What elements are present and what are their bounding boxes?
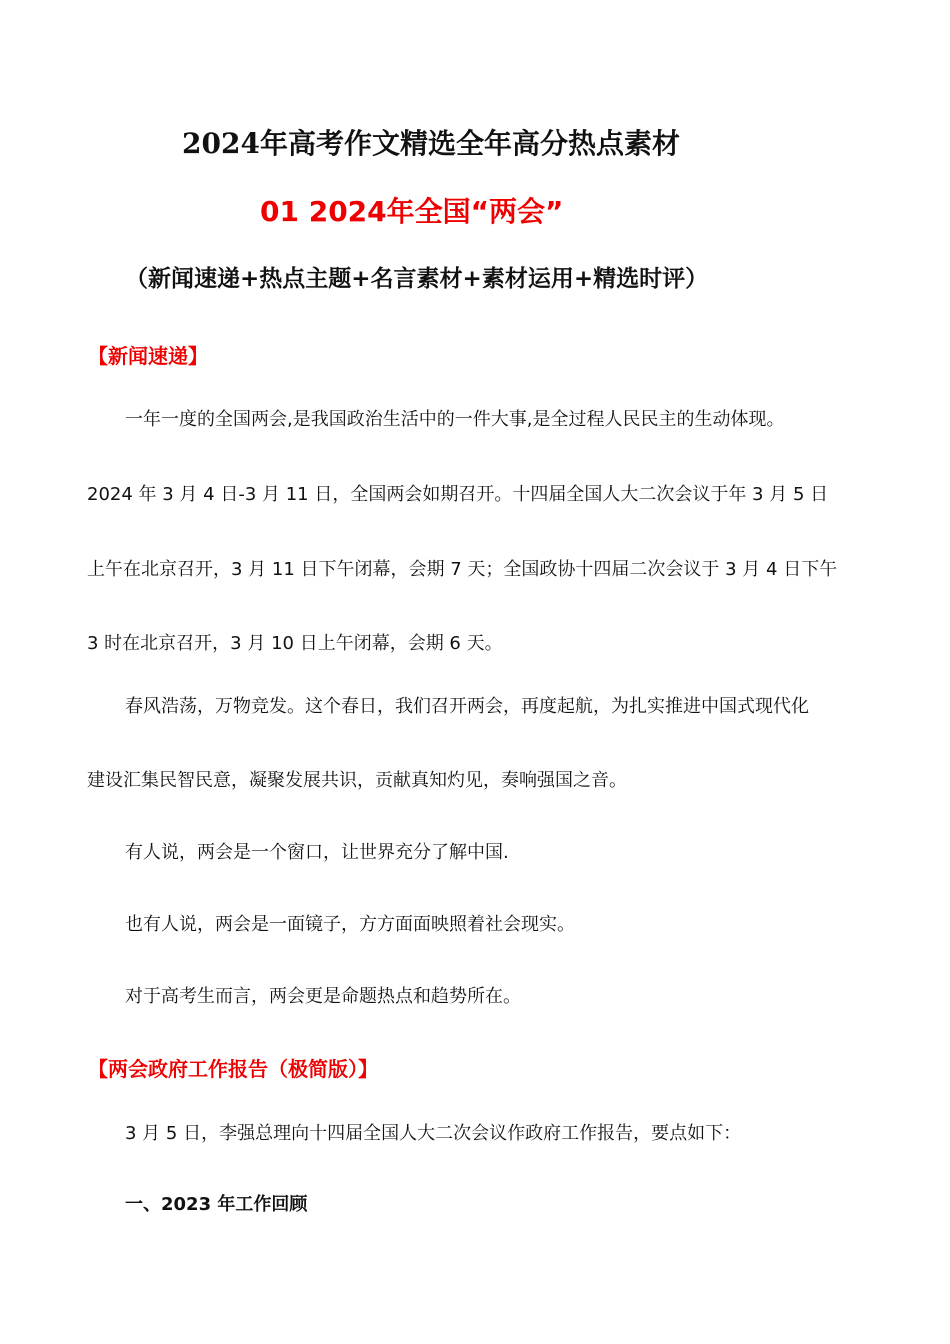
report-heading: 【两会政府工作报告（极简版）】	[88, 1057, 378, 1081]
paragraph-line: 建设汇集民智民意，凝聚发展共识，贡献真知灼见，奏响强国之音。	[87, 770, 627, 791]
paragraph-line: 有人说，两会是一个窗口，让世界充分了解中国.	[125, 842, 509, 863]
paragraph-line: 2024 年 3 月 4 日-3 月 11 日，全国两会如期召开。十四届全国人大二次会议于年 3 月 5 日	[87, 484, 829, 505]
section-title: 01 2024年全国“两会”	[260, 195, 564, 228]
paragraph-line: 一年一度的全国两会,是我国政治生活中的一件大事,是全过程人民民主的生动体现。	[125, 409, 785, 430]
document-subtitle: （新闻速递+热点主题+名言素材+素材运用+精选时评）	[125, 266, 709, 292]
paragraph-line: 春风浩荡，万物竞发。这个春日，我们召开两会，再度起航，为扎实推进中国式现代化	[125, 696, 809, 717]
paragraph-line: 3 月 5 日，李强总理向十四届全国人大二次会议作政府工作报告，要点如下：	[125, 1123, 742, 1144]
paragraph-line: 上午在北京召开，3 月 11 日下午闭幕，会期 7 天；全国政协十四届二次会议于 3 月 4 日下午	[87, 559, 838, 580]
sub-heading: 一、2023 年工作回顾	[125, 1194, 308, 1215]
document-title: 2024年高考作文精选全年高分热点素材	[182, 127, 680, 160]
paragraph-line: 也有人说，两会是一面镜子，方方面面映照着社会现实。	[125, 914, 575, 935]
paragraph-line: 3 时在北京召开，3 月 10 日上午闭幕，会期 6 天。	[87, 633, 503, 654]
paragraph-line: 对于高考生而言，两会更是命题热点和趋势所在。	[125, 986, 521, 1007]
news-heading: 【新闻速递】	[88, 344, 208, 368]
